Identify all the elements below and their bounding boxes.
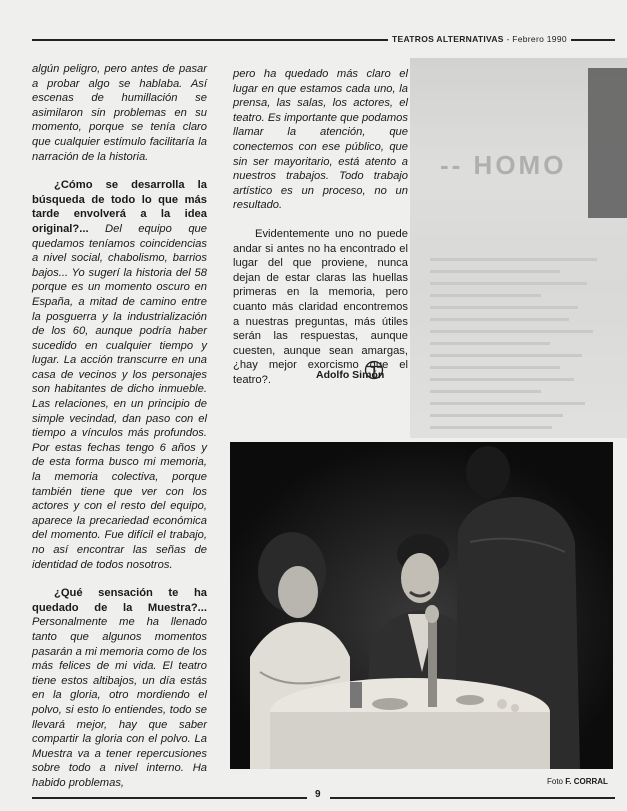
closing-paragraph: Evidentemente uno no puede andar si antes no ha encontrado el lugar del que proviene, nunca dejan de estar claras las huellas primeras en la memoria, pero cuanto más claridad encontremos a nuestras preguntas, más útiles serán las respuestas, aunque cuesten, aunque sean amargas, ¿hay mejor exorcismo que el teatro?. (233, 227, 408, 386)
bleed-through-area (410, 58, 627, 438)
right-answer-continued: pero ha quedado más claro el lugar en que estamos cada uno, la prensa, las salas, los actores, el teatro. Es importante que podamos llamar la atención, que conectemos con ese público, que sin ser mayoritario, está atento a nuestros trabajos. Todo trabajo artístico es un proceso, no un resultado. (233, 68, 408, 212)
left-answer-continued: algún peligro, pero antes de pasar a probar algo se hablaba. Así escenas de humillación se asimilaron sin problemas en su momento, porque se tenía claro que cualquier estímulo facilitaría la narración de la historia. (32, 63, 207, 163)
photographer-name: F. CORRAL (565, 777, 608, 786)
issue-date: - Febrero 1990 (506, 34, 567, 44)
photo-credit-prefix: Foto (547, 777, 564, 786)
author-signature: Adolfo Simón (316, 369, 385, 381)
footer-rule-right (330, 797, 615, 799)
header-rule-left (32, 39, 388, 41)
bleed-text-rows (430, 258, 615, 438)
left-column (32, 62, 207, 805)
qa-block-2 (32, 586, 207, 790)
interview-answer-1: Del equipo que quedamos teníamos coincidencias a nivel social, chabolismo, barrios bajos... Yo sugerí la historia del 58 porque es un momento oscuro en España, a mitad de camino entre la posguerra y la industrialización de los 60, aunque podría haber sucedido en cualquier tiempo y lugar. La acción transcurre en una casa de vecinos y los personajes son habitantes de dicho inmueble. Las relaciones, en un principio de simple vecindad, dan paso con el tiempo a vínculos más profundos. Por estas fechas tengo 6 años y de esta forma busco mi memoria, la memoria colectiva, porque también tiene que ver con los actores y con el resto del equipo, aparece la precariedad económica del momento. Fue difícil el trabajo, no así encontrar las señas de identidad de todos nosotros. (32, 222, 208, 571)
interview-question-1: ¿Cómo se desarrolla la búsqueda de todo lo que más tarde envolverá a la idea original?... (32, 179, 207, 235)
bleed-ghost-lettering: -- HOMO (440, 150, 567, 180)
photo-scene (230, 442, 613, 769)
running-header (392, 34, 567, 44)
qa-block-1 (32, 178, 207, 572)
header-rule-right (571, 39, 615, 41)
magazine-title: TEATROS ALTERNATIVAS (392, 34, 504, 44)
magazine-logo-icon (364, 360, 384, 380)
footer-rule-left (32, 797, 307, 799)
interview-answer-2: Personalmente me ha llenado tanto que algunos momentos pasarán a mi memoria como de los más felices de mi vida. El teatro tiene estos altibajos, un día estás en la gloria, otro mordiendo el polvo, si esto lo entiendes, todo se llevará mejor, hay que saber compartir la gloria con el polvo. La Muestra va a tener repercusiones sobre todo a nivel interno. Ha habido problemas, (32, 616, 207, 789)
interview-question-2: ¿Qué sensación te ha quedado de la Muestra?... (32, 587, 207, 614)
bleed-dark-block (588, 68, 627, 218)
photo-credit (547, 777, 608, 786)
right-column (233, 67, 408, 401)
stage-photograph (230, 442, 613, 769)
page-number: 9 (315, 789, 321, 800)
